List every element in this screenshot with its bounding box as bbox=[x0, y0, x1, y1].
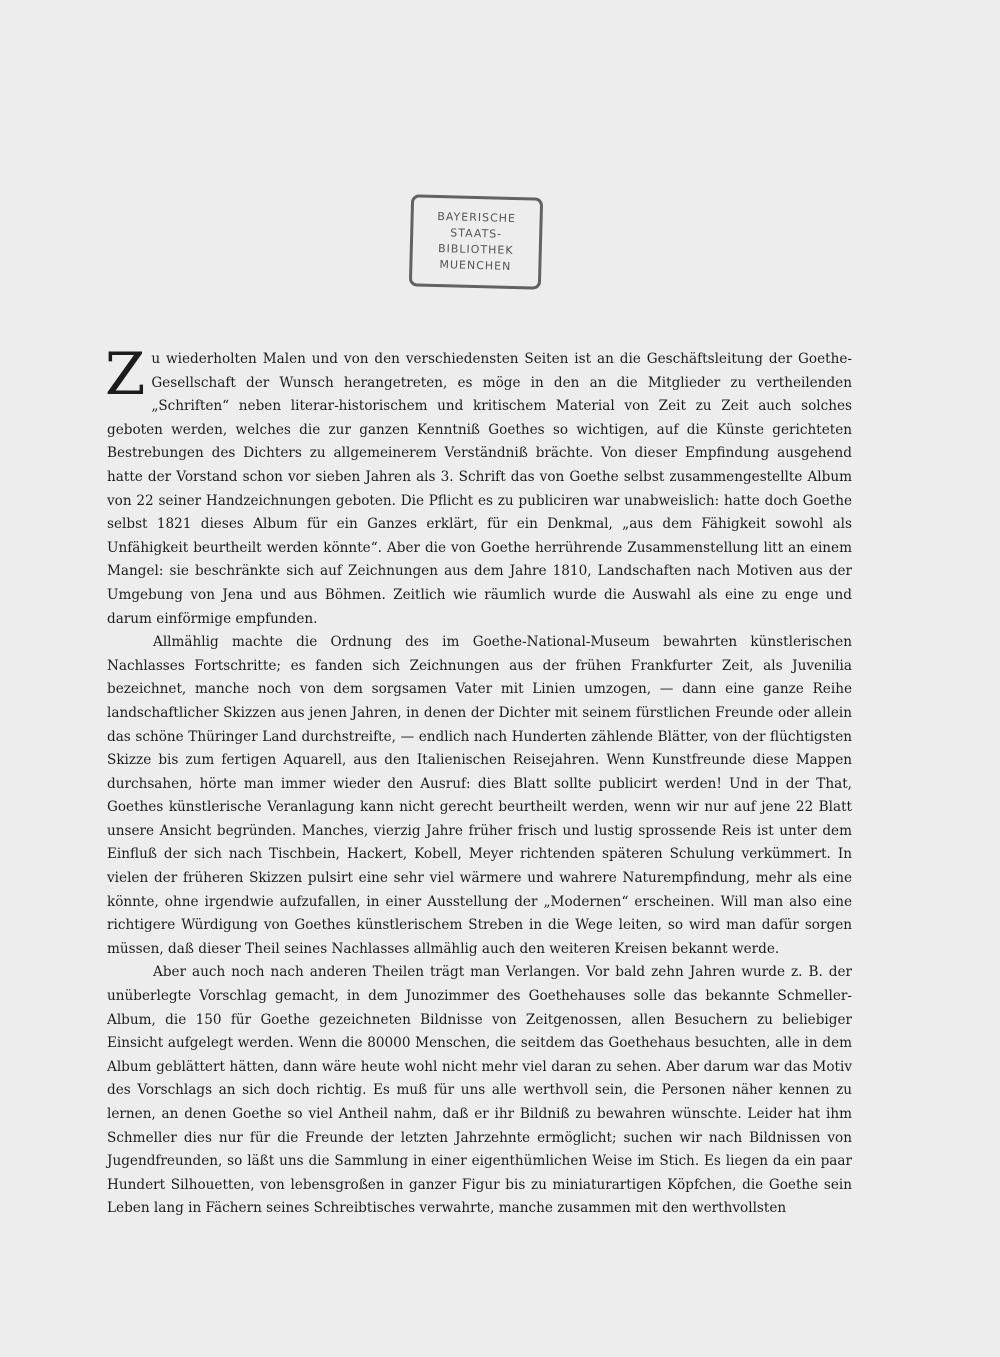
paragraph-1-text: u wiederholten Malen und von den verschiedensten Seiten ist an die Geschäftsleitung der Goethe-Gesellschaft der Wunsch herangetreten, es möge in den an die Mitglieder zu vertheilenden „Schriften“ neben literar-historischem und kritischem Material von Zeit zu Zeit auch solches geboten werden, welches die zur ganzen Kenntniß Goethes so wichtigen, auf die Künste gerichteten Bestrebungen des Dichters zu allgemeinerem Verständniß brächte. Von dieser Empfindung ausgehend hatte der Vorstand schon vor sieben Jahren als 3. Schrift das von Goethe selbst zusammengestellte Album von 22 seiner Handzeichnungen geboten. Die Pflicht es zu publiciren war unabweislich: hatte doch Goethe selbst 1821 dieses Album für ein Ganzes erklärt, für ein Denkmal, „aus dem Fähigkeit sowohl als Unfähigkeit beurtheilt werden könnte“. Aber die von Goethe herrührende Zusammenstellung litt an einem Mangel: sie beschränkte sich auf Zeichnungen aus dem Jahre 1810, Landschaften nach Motiven aus der Umgebung von Jena und aus Böhmen. Zeitlich wie räumlich wurde die Auswahl als eine zu enge und darum einförmige empfunden. bbox=[107, 351, 852, 627]
stamp-line-3: BIBLIOTHEK bbox=[437, 242, 514, 257]
paragraph-3: Aber auch noch nach anderen Theilen trägt man Verlangen. Vor bald zehn Jahren wurde z. B. der unüberlegte Vorschlag gemacht, in dem Junozimmer des Goethehauses solle das bekannte Schmeller-Album, die 150 für Goethe gezeichneten Bildnisse von Zeitgenossen, allen Besuchern zu beliebiger Einsicht aufgelegt werden. Wenn die 80000 Menschen, die seitdem das Goethehaus besuchten, alle in dem Album geblättert hätten, dann wäre heute wohl nicht mehr viel daran zu sehen. Aber darum war das Motiv des Vorschlags an sich doch richtig. Es muß für uns alle werthvoll sein, die Personen näher kennen zu lernen, an denen Goethe so viel Antheil nahm, daß er ihr Bildniß zu bewahren wünschte. Leider hat ihm Schmeller dies nur für die Freunde der letzten Jahrzehnte ermöglicht; suchen wir nach Bildnissen von Jugendfreunden, so läßt uns die Sammlung in einer eigenthümlichen Weise im Stich. Es liegen da ein paar Hundert Silhouetten, von lebensgroßen in ganzer Figur bis zu miniaturartigen Köpfchen, die Goethe sein Leben lang in Fächern seines Schreibtisches verwahrte, manche zusammen mit den werthvollsten bbox=[107, 964, 852, 1217]
stamp-line-4: MUENCHEN bbox=[439, 258, 512, 273]
paragraph-2: Allmählig machte die Ordnung des im Goethe-National-Museum bewahrten künstlerischen Nachlasses Fortschritte; es fanden sich Zeichnungen aus der frühen Frankfurter Zeit, als Juvenilia bezeichnet, manche noch von dem sorgsamen Vater mit Linien umzogen, — dann eine ganze Reihe landschaftlicher Skizzen aus jenen Jahren, in denen der Dichter mit seinem fürstlichen Freunde oder allein das schöne Thüringer Land durchstreifte, — endlich nach Hunderten zählende Blätter, von der flüchtigsten Skizze bis zum fertigen Aquarell, aus den Italienischen Reisejahren. Wenn Kunstfreunde diese Mappen durchsahen, hörte man immer wieder den Ausruf: dies Blatt sollte publicirt werden! Und in der That, Goethes künstlerische Veranlagung kann nicht gerecht beurtheilt werden, wenn wir nur auf jene 22 Blatt unsere Ansicht begründen. Manches, vierzig Jahre früher frisch und lustig sprossende Reis ist unter dem Einfluß der sich nach Tischbein, Hackert, Kobell, Meyer richtenden späteren Schulung verkümmert. In vielen der früheren Skizzen pulsirt eine sehr viel wärmere und wahrere Naturempfindung, mehr als eine könnte, ohne irgendwie aufzufallen, in einer Ausstellung der „Modernen“ erscheinen. Will man also eine richtigere Würdigung von Goethes künstlerischem Streben in die Wege leiten, so wird man dafür sorgen müssen, daß dieser Theil seines Nachlasses allmählig auch den weiteren Kreisen bekannt werde. bbox=[107, 634, 852, 957]
body-text bbox=[105, 340, 852, 1221]
stamp-line-1: BAYERISCHE bbox=[437, 209, 517, 226]
library-stamp bbox=[409, 194, 543, 289]
paragraph-1 bbox=[105, 340, 852, 631]
stamp-line-2: STAATS- bbox=[450, 226, 503, 241]
drop-cap-initial: Z bbox=[105, 340, 146, 408]
